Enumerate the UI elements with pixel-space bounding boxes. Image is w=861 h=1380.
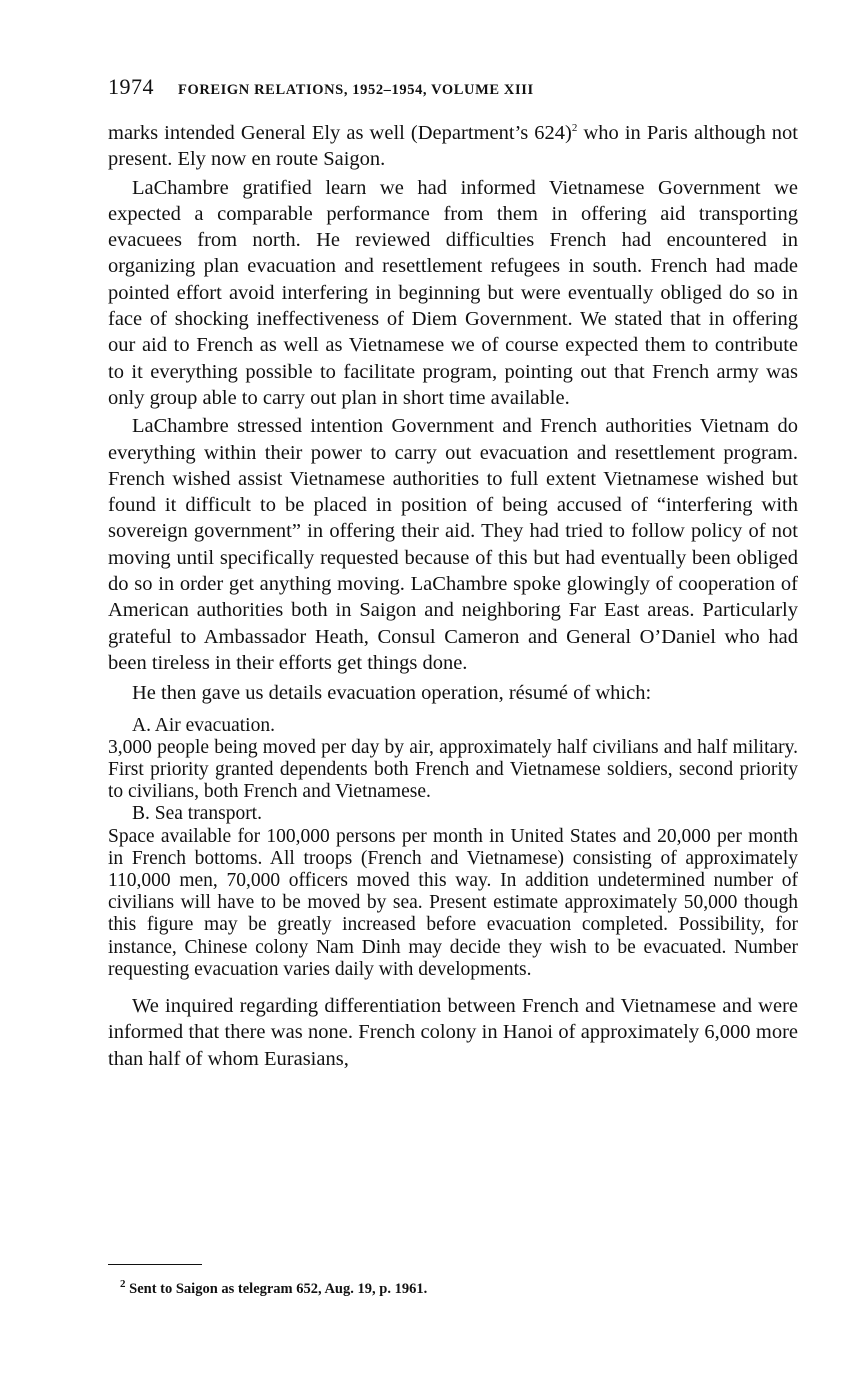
section-a-heading: A. Air evacuation. [132,714,275,736]
paragraph-continuation [108,120,798,173]
paragraph-5: We inquired regarding differentiation between French and Vietnamese and were informed that there was none. French colony in Hanoi of approximately 6,000 more than half of whom Eurasians, [108,994,798,1070]
page-number: 1974 [108,74,154,99]
paragraph-1-text: marks intended General Ely as well (Department’s 624) [108,122,572,144]
section-b-heading: B. Sea transport. [132,803,262,825]
page-header [108,74,798,104]
footnote-text: Sent to Saigon as telegram 652, Aug. 19, p. 1961. [125,1281,428,1297]
footnote-divider [108,1264,202,1265]
footnote-marker: 2 [120,1278,126,1291]
evacuation-summary [108,715,798,981]
paragraph-3: LaChambre stressed intention Government and French authorities Vietnam do everything within their power to carry out evacuation and resettlement program. French wished assist Vietnamese authorities to full extent Vietnamese wished but found it difficult to be placed in position of being accused of “interfering with sovereign government” in offering their aid. They had tried to follow policy of not moving until specifically requested because of this but had eventually been obliged do so in order get anything moving. LaChambre spoke glowingly of cooperation of American authorities both in Saigon and neighboring Far East areas. Particularly grateful to Ambassador Heath, Consul Cameron and General O’Daniel who had been tireless in their efforts get things done. [108,415,798,674]
footnote-reference: 2 [571,122,578,135]
paragraph-4: He then gave us details evacuation operation, résumé of which: [132,682,652,705]
paragraph-1-text-end: who in Paris although not present. Ely now en route Saigon. [108,122,799,171]
section-a-text: 3,000 people being moved per day by air, approximately half civilians and half military. First priority granted dependents both French and Vietnamese soldiers, second priority to civilians, both French and Vietnamese. [108,736,798,803]
footnote [120,1279,427,1299]
document-body [108,120,798,1072]
section-b-text: Space available for 100,000 persons per month in United States and 20,000 per month in French bottoms. All troops (French and Vietnamese) consisting of approximately 110,000 men, 70,000 officers moved this way. In addition undetermined number of civilians will have to be moved by sea. Present estimate approximately 50,000 though this figure may be greatly increased before evacuation completed. Possibility, for instance, Chinese colony Nam Dinh may decide they wish to be evacuated. Number requesting evacuation varies daily with developments. [108,825,798,980]
paragraph-2: LaChambre gratified learn we had informed Vietnamese Government we expected a comparable performance from them in offering aid transporting evacuees from north. He reviewed difficulties French had encountered in organizing plan evacuation and resettlement refugees in south. French had made pointed effort avoid interfering in beginning but were eventually obliged do so in face of shocking ineffectiveness of Diem Government. We stated that in offering our aid to French as well as Vietnamese we of course expected them to contribute to it everything possible to facilitate program, pointing out that French army was only group able to carry out plan in short time available. [108,176,798,409]
running-title: FOREIGN RELATIONS, 1952–1954, VOLUME XIII [178,82,534,98]
document-page [108,74,798,1072]
